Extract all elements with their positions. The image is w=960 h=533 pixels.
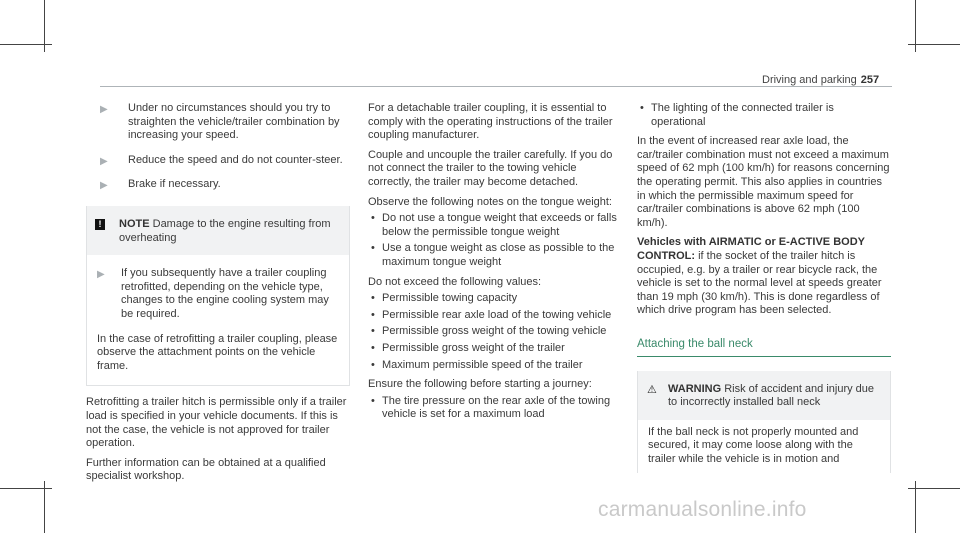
paragraph: Ensure the following before starting a journey: [368, 378, 592, 391]
arrow-icon: ▶ [100, 104, 108, 115]
list-item [368, 359, 620, 373]
bullet-icon: • [371, 292, 375, 305]
warning-text: Risk of accident and injury due to incorrectly installed ball neck [668, 382, 875, 409]
crop-mark [44, 0, 45, 52]
step-text: If you subsequently have a trailer coupling retrofitted, depending on the vehicle type, changes to the engine cooling system may be required. [121, 267, 329, 320]
list-item [368, 292, 620, 306]
exclamation-icon: ! [95, 219, 105, 230]
section-title: Driving and parking [762, 74, 857, 86]
warning-paragraph: If the ball neck is not properly mounted and secured, it may come loose along with the trailer while the vehicle is in motion and [648, 425, 859, 465]
bullet-icon: • [371, 341, 375, 354]
left-column [86, 102, 350, 490]
list-item [368, 325, 620, 339]
paragraph: Further information can be obtained at a qualified specialist workshop. [86, 456, 326, 483]
bullet-icon: • [371, 358, 375, 371]
list-item-text: The lighting of the connected trailer is operational [651, 102, 834, 128]
list-item-text: Permissible gross weight of the towing vehicle [382, 325, 607, 338]
step-item [86, 154, 350, 168]
note-body [87, 255, 349, 385]
list-item [368, 242, 620, 269]
note-text: Damage to the engine resulting from overheating [119, 217, 331, 244]
middle-column [368, 102, 620, 425]
arrow-icon: ▶ [100, 180, 108, 192]
arrow-icon: ▶ [100, 155, 108, 167]
header-rule [100, 86, 892, 87]
paragraph: Do not exceed the following values: [368, 275, 542, 288]
step-text: Under no circumstances should you try to straighten the vehicle/trailer combination by increasing your speed. [128, 102, 340, 142]
list-item-text: Permissible towing capacity [382, 292, 518, 305]
vehicles-text: if the socket of the trailer hitch is occupied, e.g. by a trailer or rear bicycle rack, the vehicle is set to the normal level at speeds greater than 19 mph (30 km/h). This is done regardless of which drive program has been selected. [637, 249, 882, 317]
paragraph: In the event of increased rear axle load, the car/trailer combination must not exceed a maximum speed of 62 mph (100 km/h) for reasons concerning the operating permit. This also applies in countries in which the permissible maximum speed for car/trailer combinations is above 62 mph (100 km/h). [637, 135, 890, 229]
warning-triangle-icon: ⚠ [647, 383, 657, 396]
list-item-text: Do not use a tongue weight that exceeds or falls below the permissible tongue weight [382, 212, 617, 238]
section-link-block [637, 338, 891, 357]
list-item [368, 342, 620, 356]
step-item [87, 267, 339, 321]
note-header [87, 206, 349, 255]
crop-mark [915, 0, 916, 52]
paragraph: Retrofitting a trailer hitch is permissible only if a trailer load is specified in your vehicle documents. If this is not the case, the vehicle is not approved for trailer operation. [86, 396, 347, 450]
paragraph: For a detachable trailer coupling, it is essential to comply with the operating instructions of the trailer coupling manufacturer. [368, 102, 613, 142]
paragraph: Couple and uncouple the trailer carefully. If you do not connect the trailer to the towing vehicle correctly, the trailer may become detached. [368, 148, 613, 188]
vehicles-heading: Vehicles with AIRMATIC or E-ACTIVE BODY CONTROL: [637, 236, 865, 262]
vehicles-paragraph [637, 236, 891, 318]
note-box [86, 206, 350, 386]
step-item [86, 102, 350, 143]
bullet-icon: • [371, 308, 375, 321]
bullet-icon: • [371, 212, 375, 225]
right-column [637, 102, 891, 473]
crop-mark [915, 481, 916, 533]
bullet-icon: • [371, 242, 375, 255]
bullet-icon: • [371, 394, 375, 407]
bullet-icon: • [640, 102, 644, 114]
list-item-text: The tire pressure on the rear axle of the towing vehicle is set for a maximum load [382, 394, 611, 421]
list-item-text: Use a tongue weight as close as possible to the maximum tongue weight [382, 242, 615, 268]
section-heading-link[interactable]: Attaching the ball neck [637, 337, 753, 350]
crop-mark [44, 481, 45, 533]
warning-box [637, 371, 891, 473]
section-rule [637, 356, 891, 357]
list-item [368, 395, 620, 422]
arrow-icon: ▶ [97, 269, 105, 281]
warning-title: WARNING [668, 382, 722, 395]
list-item [368, 212, 620, 239]
warning-header [638, 371, 890, 420]
step-item [86, 178, 350, 192]
list-item [368, 309, 620, 323]
list-item-text: Permissible gross weight of the trailer [382, 341, 565, 354]
step-text: Reduce the speed and do not counter-steer. [128, 153, 343, 166]
page-number: 257 [860, 74, 880, 86]
paragraph: Observe the following notes on the tongue weight: [368, 195, 612, 208]
watermark: carmanualsonline.info [598, 498, 807, 521]
bullet-icon: • [371, 325, 375, 338]
list-item-text: Maximum permissible speed of the trailer [382, 358, 583, 371]
note-title: NOTE [119, 217, 150, 230]
list-item-text: Permissible rear axle load of the towing vehicle [382, 308, 612, 321]
note-paragraph: In the case of retrofitting a trailer coupling, please observe the attachment points on the vehicle frame. [97, 332, 338, 372]
left-paragraphs [86, 396, 350, 484]
list-item [637, 102, 891, 129]
step-text: Brake if necessary. [128, 178, 221, 191]
